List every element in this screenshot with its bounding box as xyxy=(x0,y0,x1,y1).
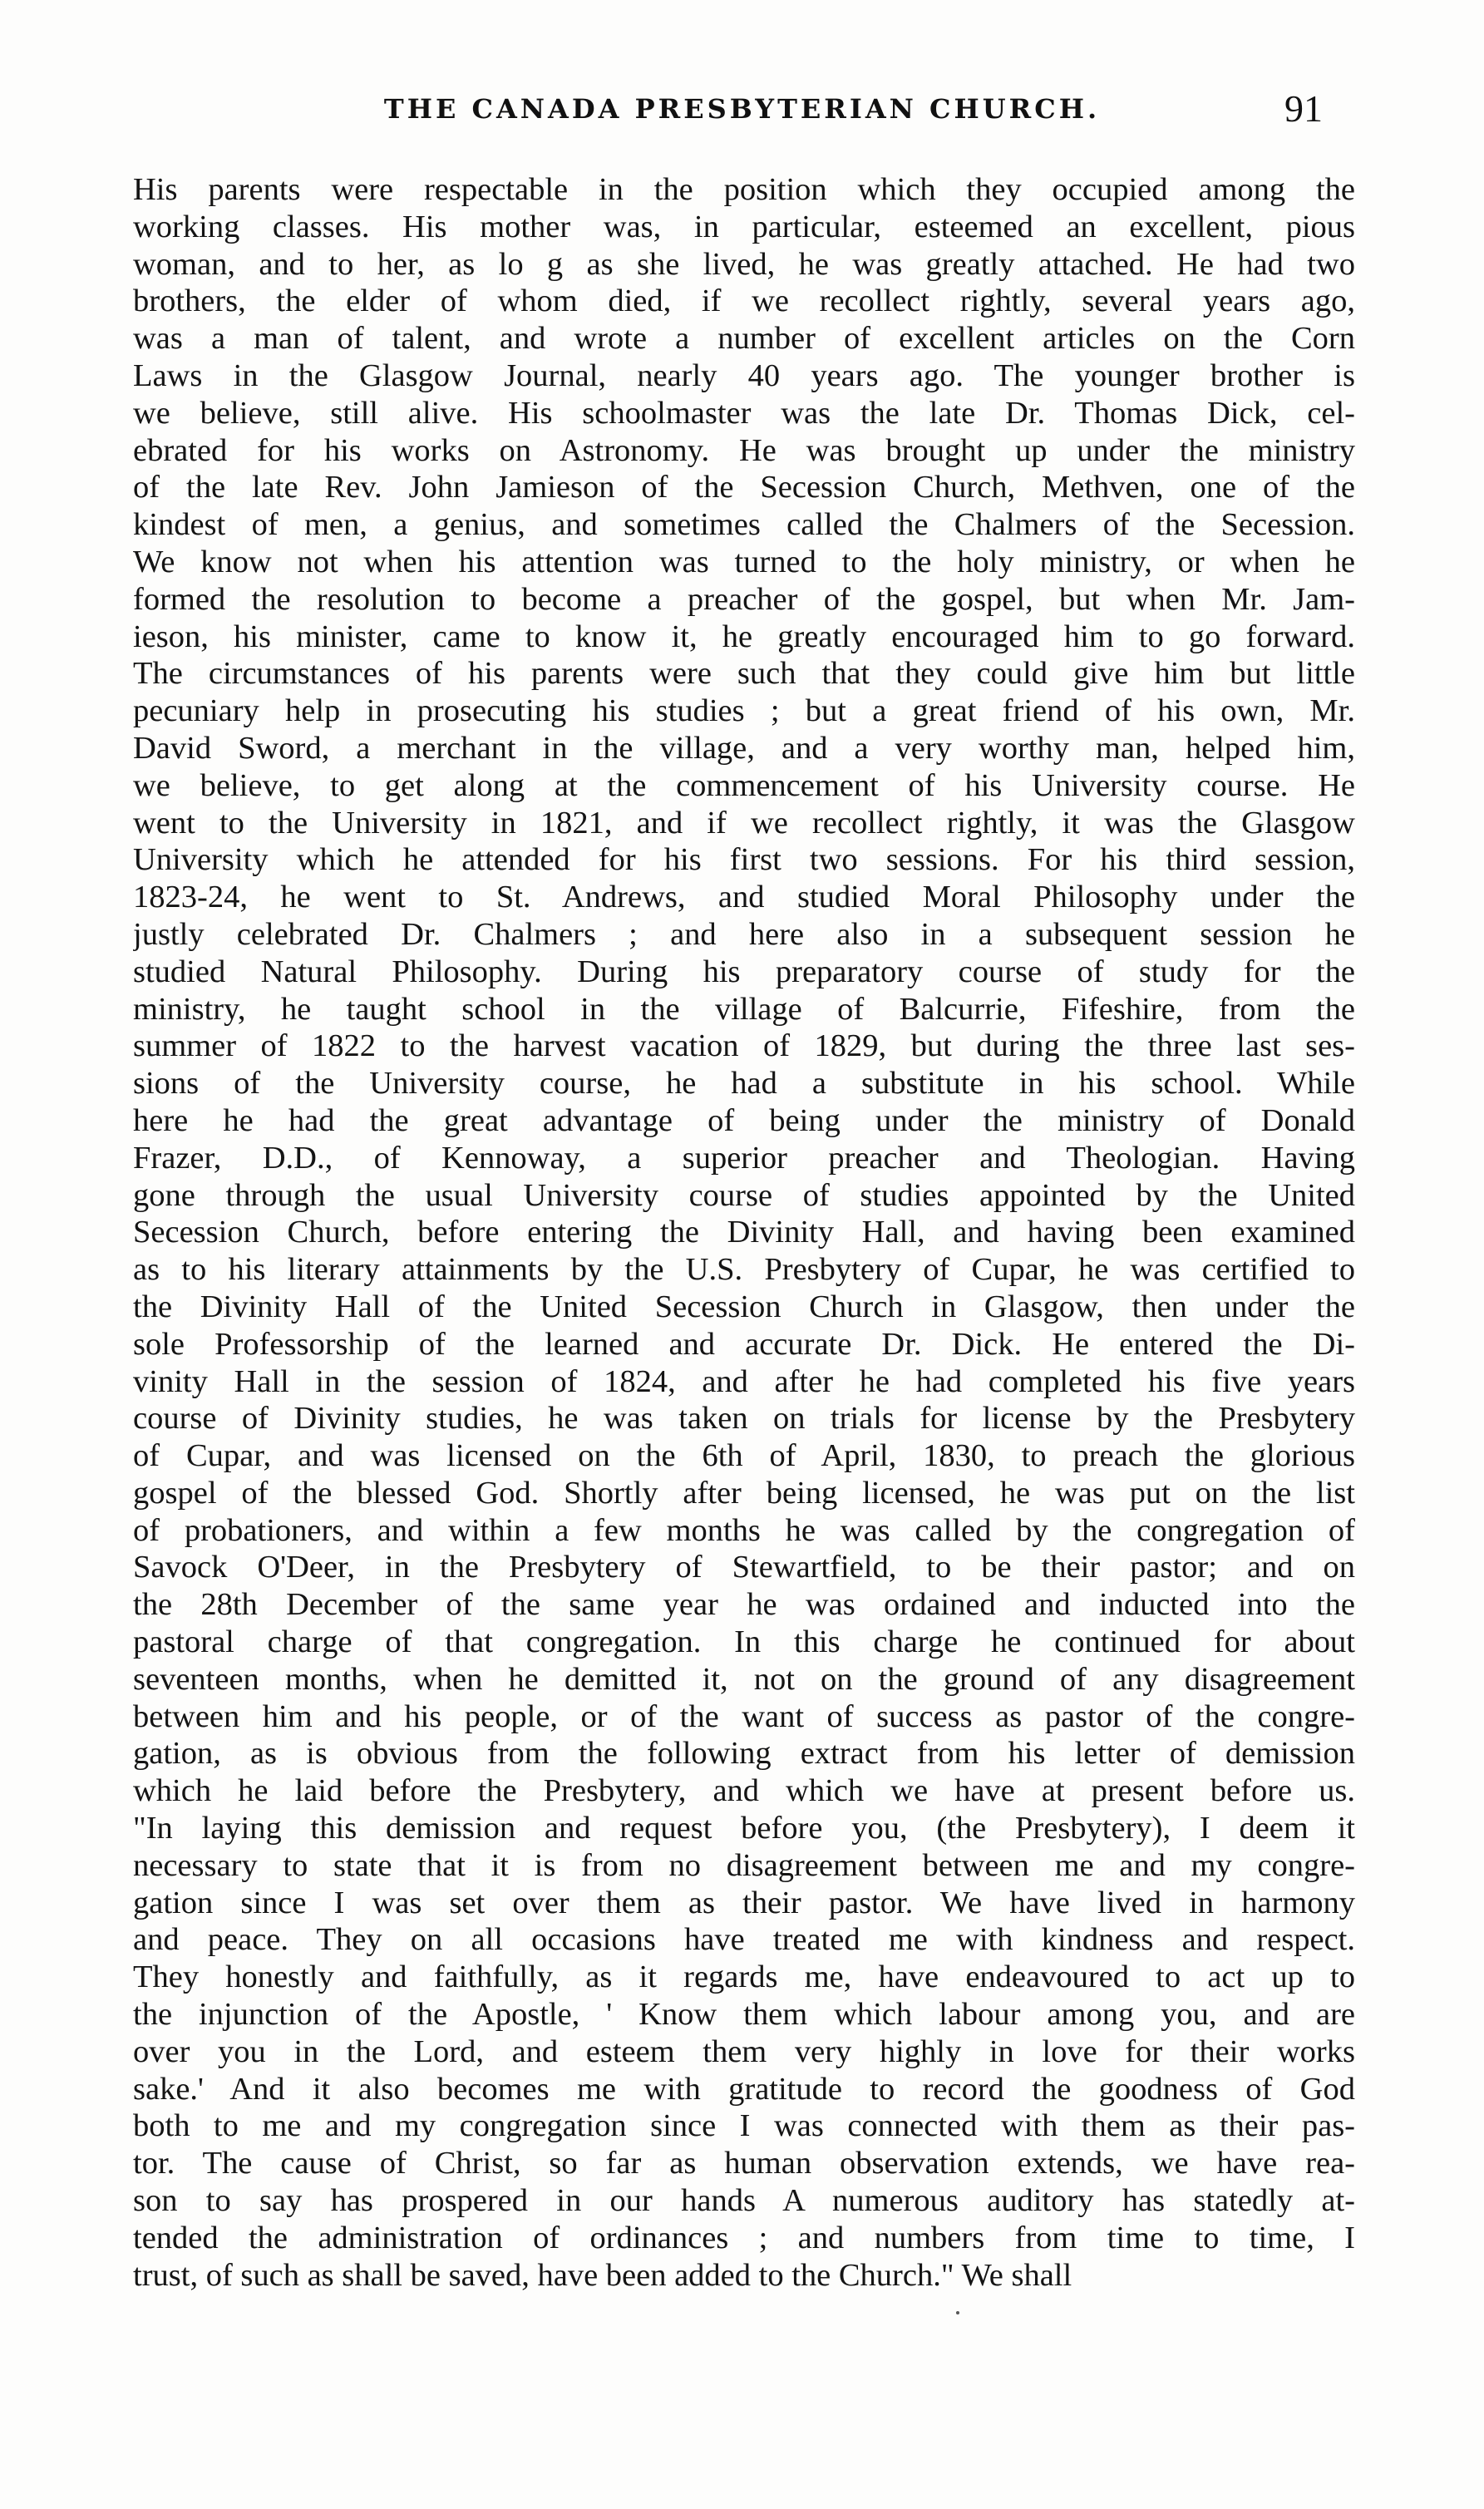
text-line: justly celebrated Dr. Chalmers ; and here also in a subsequent session he xyxy=(133,916,1355,952)
text-line: was a man of talent, and wrote a number of excellent articles on the Corn xyxy=(133,321,1355,357)
text-line: tended the administration of ordinances ; and numbers from time to time, I xyxy=(133,2220,1355,2255)
text-line: of Cupar, and was licensed on the 6th of April, 1830, to preach the glorious xyxy=(133,1438,1355,1474)
text-line: between him and his people, or of the want of success as pastor of the congre- xyxy=(133,1698,1355,1734)
text-line: pecuniary help in prosecuting his studies ; but a great friend of his own, Mr. xyxy=(133,693,1355,729)
text-line: ebrated for his works on Astronomy. He was brought up under the ministry xyxy=(133,432,1355,468)
text-line: formed the resolution to become a preacher of the gospel, but when Mr. Jam- xyxy=(133,581,1355,617)
text-line: the 28th December of the same year he was ordained and inducted into the xyxy=(133,1587,1355,1623)
text-line: went to the University in 1821, and if we recollect rightly, it was the Glasgow xyxy=(133,805,1355,840)
text-line: seventeen months, when he demitted it, not on the ground of any disagreement xyxy=(133,1661,1355,1697)
text-line: both to me and my congregation since I was connected with them as their pas- xyxy=(133,2108,1355,2144)
text-line: Savock O'Deer, in the Presbytery of Stewartfield, to be their pastor; and on xyxy=(133,1550,1355,1585)
text-line: son to say has prospered in our hands A numerous auditory has statedly at- xyxy=(133,2183,1355,2219)
text-line: His parents were respectable in the position which they occupied among the xyxy=(133,172,1355,207)
text-line: "In laying this demission and request before you, (the Presbytery), I deem it xyxy=(133,1811,1355,1846)
text-line: studied Natural Philosophy. During his preparatory course of study for the xyxy=(133,954,1355,989)
text-line: brothers, the elder of whom died, if we recollect rightly, several years ago, xyxy=(133,283,1355,319)
page-number: 91 xyxy=(1284,87,1323,130)
text-line: and peace. They on all occasions have treated me with kindness and respect. xyxy=(133,1922,1355,1958)
text-line: gation, as is obvious from the following extract from his letter of demission xyxy=(133,1736,1355,1772)
text-line: kindest of men, a genius, and sometimes called the Chalmers of the Secession. xyxy=(133,507,1355,543)
body-text xyxy=(133,171,1355,2294)
text-line: sake.' And it also becomes me with gratitude to record the goodness of God xyxy=(133,2071,1355,2107)
text-line: trust, of such as shall be saved, have been added to the Church." We shall xyxy=(133,2257,1072,2293)
text-line: tor. The cause of Christ, so far as human observation extends, we have rea- xyxy=(133,2146,1355,2181)
text-line: vinity Hall in the session of 1824, and after he had completed his five years xyxy=(133,1363,1355,1399)
text-line: They honestly and faithfully, as it regards me, have endeavoured to act up to xyxy=(133,1959,1355,1995)
text-line: the injunction of the Apostle, ' Know them which labour among you, and are xyxy=(133,1997,1355,2033)
text-line: the Divinity Hall of the United Secession Church in Glasgow, then under the xyxy=(133,1289,1355,1324)
text-line: over you in the Lord, and esteem them very highly in love for their works xyxy=(133,2033,1355,2069)
text-line: David Sword, a merchant in the village, and a very worthy man, helped him, xyxy=(133,730,1355,766)
text-line: ministry, he taught school in the village of Balcurrie, Fifeshire, from the xyxy=(133,991,1355,1027)
text-line: ieson, his minister, came to know it, he greatly encouraged him to go forward. xyxy=(133,619,1355,654)
text-line: we believe, still alive. His schoolmaster was the late Dr. Thomas Dick, cel- xyxy=(133,395,1355,431)
text-line: necessary to state that it is from no disagreement between me and my congre- xyxy=(133,1847,1355,1883)
text-line: sole Professorship of the learned and accurate Dr. Dick. He entered the Di- xyxy=(133,1326,1355,1362)
text-line: of probationers, and within a few months he was called by the congregation of xyxy=(133,1512,1355,1548)
text-line: which he laid before the Presbytery, and which we have at present before us. xyxy=(133,1773,1355,1809)
text-line: The circumstances of his parents were such that they could give him but little xyxy=(133,656,1355,692)
text-line: course of Divinity studies, he was taken on trials for license by the Presbytery xyxy=(133,1401,1355,1437)
text-line: We know not when his attention was turned to the holy ministry, or when he xyxy=(133,544,1355,579)
text-line: pastoral charge of that congregation. In this charge he continued for about xyxy=(133,1624,1355,1660)
text-line: Frazer, D.D., of Kennoway, a superior preacher and Theologian. Having xyxy=(133,1140,1355,1176)
running-title: THE CANADA PRESBYTERIAN CHURCH. xyxy=(383,93,1101,125)
text-line: here he had the great advantage of being under the ministry of Donald xyxy=(133,1102,1355,1138)
text-line: sions of the University course, he had a substitute in his school. While xyxy=(133,1066,1355,1102)
text-line: Secession Church, before entering the Divinity Hall, and having been examined xyxy=(133,1215,1355,1250)
text-line: we believe, to get along at the commencement of his University course. He xyxy=(133,767,1355,803)
text-line: of the late Rev. John Jamieson of the Secession Church, Methven, one of the xyxy=(133,470,1355,505)
text-line: as to his literary attainments by the U.S. Presbytery of Cupar, he was certified to xyxy=(133,1252,1355,1288)
text-line: summer of 1822 to the harvest vacation of 1829, but during the three last ses- xyxy=(133,1028,1355,1064)
text-line: woman, and to her, as lo g as she lived, he was greatly attached. He had two xyxy=(133,246,1355,282)
text-line: gation since I was set over them as their pastor. We have lived in harmony xyxy=(133,1885,1355,1920)
text-line: Laws in the Glasgow Journal, nearly 40 years ago. The younger brother is xyxy=(133,357,1355,393)
text-line: 1823-24, he went to St. Andrews, and studied Moral Philosophy under the xyxy=(133,880,1355,915)
text-line: University which he attended for his first two sessions. For his third session, xyxy=(133,842,1355,878)
text-line: gospel of the blessed God. Shortly after being licensed, he was put on the list xyxy=(133,1475,1355,1511)
text-line: gone through the usual University course of studies appointed by the United xyxy=(133,1177,1355,1213)
text-line: working classes. His mother was, in particular, esteemed an excellent, pious xyxy=(133,209,1355,244)
print-speck xyxy=(956,2311,959,2314)
